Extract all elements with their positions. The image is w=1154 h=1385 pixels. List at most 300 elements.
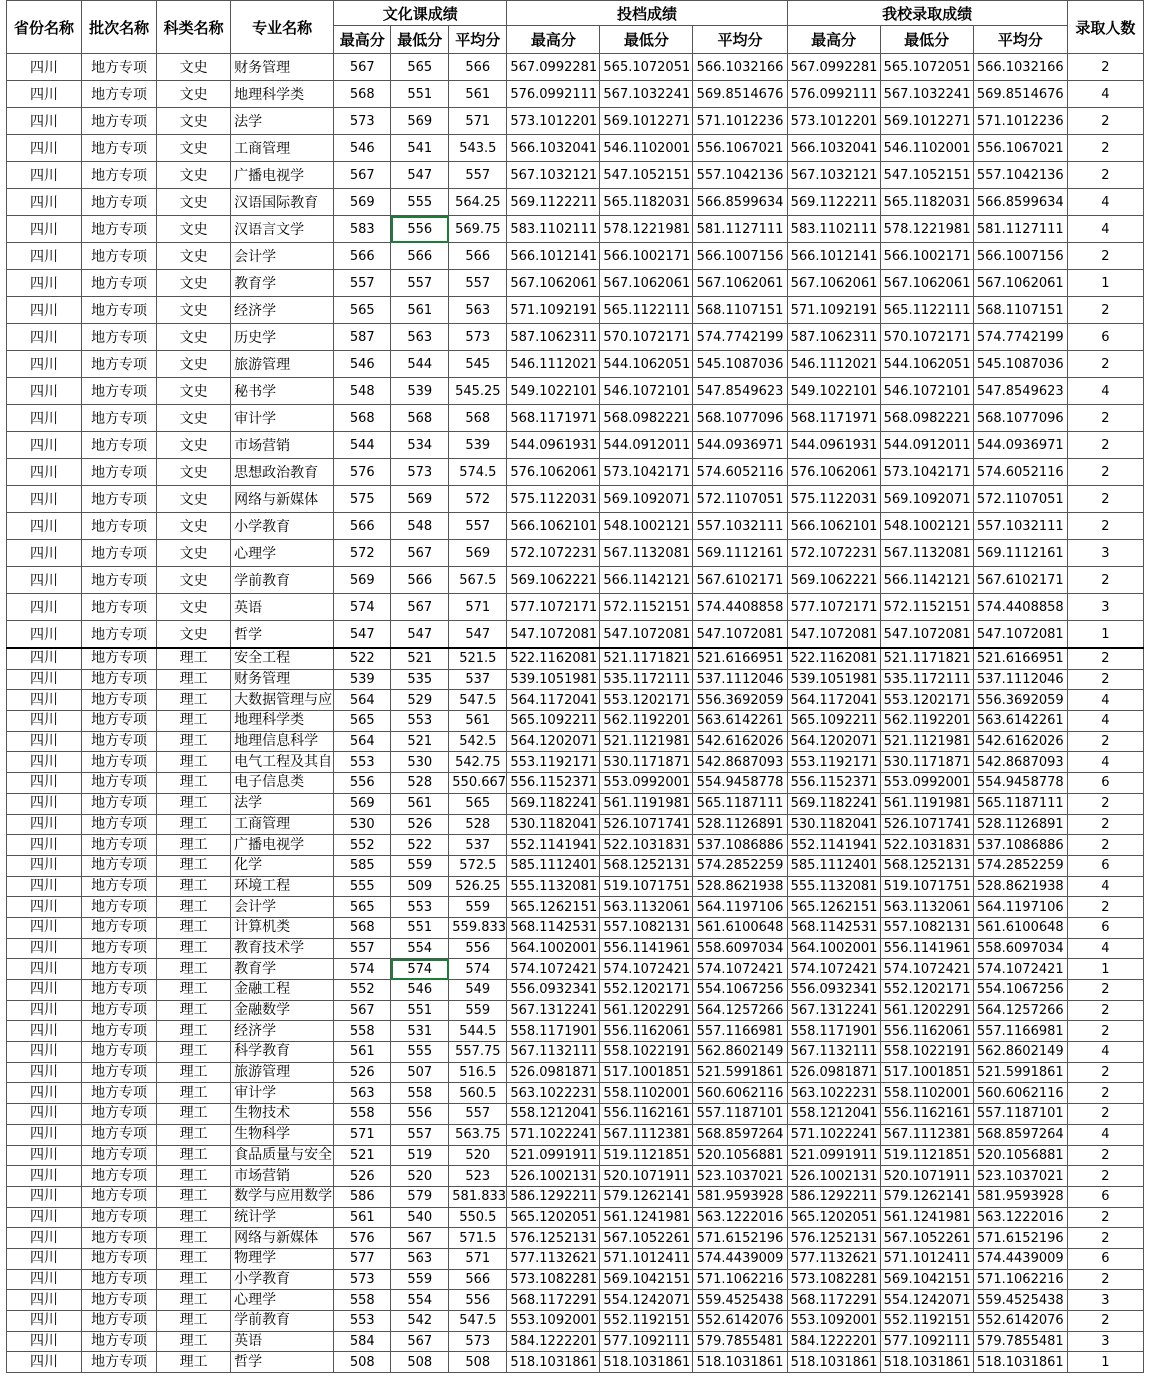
cell-submit-max[interactable]: 568.1172291 bbox=[507, 1290, 600, 1311]
cell-submit-avg[interactable]: 562.8602149 bbox=[693, 1042, 787, 1063]
cell-admit-avg[interactable]: 567.6102171 bbox=[973, 567, 1067, 594]
cell-culture-min[interactable]: 569 bbox=[391, 108, 449, 135]
cell-submit-avg[interactable]: 557.1187101 bbox=[693, 1104, 787, 1125]
cell-province[interactable]: 四川 bbox=[7, 1186, 82, 1207]
cell-province[interactable]: 四川 bbox=[7, 135, 82, 162]
cell-count[interactable]: 2 bbox=[1067, 405, 1143, 432]
cell-admit-min[interactable]: 518.1031861 bbox=[880, 1352, 973, 1373]
cell-submit-min[interactable]: 544.0912011 bbox=[600, 432, 693, 459]
cell-category[interactable]: 理工 bbox=[157, 1186, 231, 1207]
cell-submit-max[interactable]: 565.1262151 bbox=[507, 897, 600, 918]
cell-admit-avg[interactable]: 565.1187111 bbox=[973, 793, 1067, 814]
cell-major[interactable]: 思想政治教育 bbox=[231, 459, 334, 486]
cell-submit-max[interactable]: 521.0991911 bbox=[507, 1145, 600, 1166]
cell-province[interactable]: 四川 bbox=[7, 567, 82, 594]
cell-category[interactable]: 理工 bbox=[157, 917, 231, 938]
cell-admit-avg[interactable]: 554.1067256 bbox=[973, 980, 1067, 1001]
cell-admit-max[interactable]: 567.1312241 bbox=[787, 1000, 880, 1021]
cell-culture-min[interactable]: 531 bbox=[391, 1021, 449, 1042]
cell-province[interactable]: 四川 bbox=[7, 297, 82, 324]
cell-category[interactable]: 理工 bbox=[157, 855, 231, 876]
cell-admit-min[interactable]: 566.1002171 bbox=[880, 243, 973, 270]
cell-submit-min[interactable]: 565.1182031 bbox=[600, 189, 693, 216]
cell-admit-min[interactable]: 569.1092071 bbox=[880, 486, 973, 513]
cell-culture-avg[interactable]: 539 bbox=[449, 432, 507, 459]
cell-culture-avg[interactable]: 547.5 bbox=[449, 690, 507, 711]
cell-culture-avg[interactable]: 569 bbox=[449, 540, 507, 567]
cell-count[interactable]: 1 bbox=[1067, 270, 1143, 297]
cell-submit-max[interactable]: 576.1252131 bbox=[507, 1228, 600, 1249]
cell-culture-min[interactable]: 520 bbox=[391, 1166, 449, 1187]
cell-province[interactable]: 四川 bbox=[7, 486, 82, 513]
cell-submit-max[interactable]: 553.1192171 bbox=[507, 752, 600, 773]
cell-culture-min[interactable]: 508 bbox=[391, 1352, 449, 1373]
cell-culture-min[interactable]: 555 bbox=[391, 189, 449, 216]
cell-submit-max[interactable]: 526.0981871 bbox=[507, 1062, 600, 1083]
cell-batch[interactable]: 地方专项 bbox=[82, 54, 157, 81]
cell-admit-avg[interactable]: 528.1126891 bbox=[973, 814, 1067, 835]
cell-batch[interactable]: 地方专项 bbox=[82, 835, 157, 856]
cell-admit-avg[interactable]: 557.1187101 bbox=[973, 1104, 1067, 1125]
cell-culture-min[interactable]: 539 bbox=[391, 378, 449, 405]
cell-province[interactable]: 四川 bbox=[7, 270, 82, 297]
cell-culture-avg[interactable]: 550.667 bbox=[449, 773, 507, 794]
cell-major[interactable]: 审计学 bbox=[231, 1083, 334, 1104]
cell-submit-max[interactable]: 546.1112021 bbox=[507, 351, 600, 378]
cell-culture-min[interactable]: 567 bbox=[391, 1331, 449, 1352]
cell-province[interactable]: 四川 bbox=[7, 1000, 82, 1021]
cell-major[interactable]: 英语 bbox=[231, 594, 334, 621]
cell-culture-avg[interactable]: 561 bbox=[449, 81, 507, 108]
cell-submit-avg[interactable]: 574.7742199 bbox=[693, 324, 787, 351]
cell-admit-max[interactable]: 558.1171901 bbox=[787, 1021, 880, 1042]
cell-major[interactable]: 地理科学类 bbox=[231, 81, 334, 108]
cell-culture-avg[interactable]: 563 bbox=[449, 297, 507, 324]
cell-batch[interactable]: 地方专项 bbox=[82, 1248, 157, 1269]
cell-culture-max[interactable]: 583 bbox=[334, 216, 391, 243]
cell-submit-avg[interactable]: 552.6142076 bbox=[693, 1311, 787, 1332]
cell-culture-min[interactable]: 507 bbox=[391, 1062, 449, 1083]
cell-major[interactable]: 小学教育 bbox=[231, 1269, 334, 1290]
cell-submit-avg[interactable]: 566.1032166 bbox=[693, 54, 787, 81]
cell-culture-max[interactable]: 567 bbox=[334, 1000, 391, 1021]
cell-submit-min[interactable]: 558.1022191 bbox=[600, 1042, 693, 1063]
cell-submit-avg[interactable]: 581.1127111 bbox=[693, 216, 787, 243]
cell-admit-avg[interactable]: 574.7742199 bbox=[973, 324, 1067, 351]
cell-submit-avg[interactable]: 544.0936971 bbox=[693, 432, 787, 459]
cell-admit-min[interactable]: 565.1122111 bbox=[880, 297, 973, 324]
cell-batch[interactable]: 地方专项 bbox=[82, 711, 157, 732]
cell-major[interactable]: 汉语国际教育 bbox=[231, 189, 334, 216]
cell-count[interactable]: 4 bbox=[1067, 1042, 1143, 1063]
cell-category[interactable]: 文史 bbox=[157, 513, 231, 540]
cell-admit-avg[interactable]: 558.6097034 bbox=[973, 938, 1067, 959]
cell-major[interactable]: 旅游管理 bbox=[231, 351, 334, 378]
cell-count[interactable]: 4 bbox=[1067, 216, 1143, 243]
cell-culture-max[interactable]: 566 bbox=[334, 243, 391, 270]
cell-culture-min[interactable]: 567 bbox=[391, 594, 449, 621]
cell-submit-max[interactable]: 558.1212041 bbox=[507, 1104, 600, 1125]
cell-culture-max[interactable]: 564 bbox=[334, 731, 391, 752]
cell-admit-avg[interactable]: 581.9593928 bbox=[973, 1186, 1067, 1207]
cell-category[interactable]: 理工 bbox=[157, 1269, 231, 1290]
cell-batch[interactable]: 地方专项 bbox=[82, 897, 157, 918]
cell-culture-avg[interactable]: 571 bbox=[449, 594, 507, 621]
cell-province[interactable]: 四川 bbox=[7, 1207, 82, 1228]
cell-admit-avg[interactable]: 537.1112046 bbox=[973, 669, 1067, 690]
cell-culture-avg[interactable]: 550.5 bbox=[449, 1207, 507, 1228]
cell-count[interactable]: 3 bbox=[1067, 594, 1143, 621]
cell-culture-avg[interactable]: 559.833 bbox=[449, 917, 507, 938]
cell-major[interactable]: 法学 bbox=[231, 108, 334, 135]
cell-category[interactable]: 理工 bbox=[157, 1311, 231, 1332]
cell-culture-max[interactable]: 565 bbox=[334, 297, 391, 324]
cell-culture-min[interactable]: 540 bbox=[391, 1207, 449, 1228]
cell-count[interactable]: 6 bbox=[1067, 773, 1143, 794]
cell-category[interactable]: 理工 bbox=[157, 1000, 231, 1021]
cell-submit-avg[interactable]: 566.8599634 bbox=[693, 189, 787, 216]
cell-submit-max[interactable]: 577.1132621 bbox=[507, 1248, 600, 1269]
cell-admit-max[interactable]: 576.1062061 bbox=[787, 459, 880, 486]
cell-culture-avg[interactable]: 547.5 bbox=[449, 1311, 507, 1332]
cell-admit-max[interactable]: 564.1202071 bbox=[787, 731, 880, 752]
cell-submit-min[interactable]: 567.1132081 bbox=[600, 540, 693, 567]
cell-major[interactable]: 工商管理 bbox=[231, 814, 334, 835]
cell-category[interactable]: 理工 bbox=[157, 876, 231, 897]
cell-batch[interactable]: 地方专项 bbox=[82, 1145, 157, 1166]
cell-culture-avg[interactable]: 557.75 bbox=[449, 1042, 507, 1063]
cell-culture-avg[interactable]: 557 bbox=[449, 1104, 507, 1125]
cell-submit-max[interactable]: 568.1171971 bbox=[507, 405, 600, 432]
cell-submit-avg[interactable]: 521.6166951 bbox=[693, 648, 787, 669]
cell-submit-avg[interactable]: 558.6097034 bbox=[693, 938, 787, 959]
cell-culture-min[interactable]: 522 bbox=[391, 835, 449, 856]
cell-admit-min[interactable]: 569.1012271 bbox=[880, 108, 973, 135]
cell-submit-min[interactable]: 554.1242071 bbox=[600, 1290, 693, 1311]
cell-category[interactable]: 理工 bbox=[157, 1104, 231, 1125]
cell-batch[interactable]: 地方专项 bbox=[82, 1352, 157, 1373]
cell-category[interactable]: 理工 bbox=[157, 1331, 231, 1352]
cell-submit-min[interactable]: 565.1072051 bbox=[600, 54, 693, 81]
cell-admit-min[interactable]: 567.1052261 bbox=[880, 1228, 973, 1249]
cell-admit-min[interactable]: 565.1072051 bbox=[880, 54, 973, 81]
cell-culture-max[interactable]: 584 bbox=[334, 1331, 391, 1352]
cell-culture-avg[interactable]: 528 bbox=[449, 814, 507, 835]
cell-admit-max[interactable]: 573.1082281 bbox=[787, 1269, 880, 1290]
cell-culture-min[interactable]: 544 bbox=[391, 351, 449, 378]
cell-submit-max[interactable]: 576.1062061 bbox=[507, 459, 600, 486]
cell-batch[interactable]: 地方专项 bbox=[82, 690, 157, 711]
cell-category[interactable]: 文史 bbox=[157, 486, 231, 513]
cell-submit-max[interactable]: 567.1032121 bbox=[507, 162, 600, 189]
cell-province[interactable]: 四川 bbox=[7, 81, 82, 108]
cell-count[interactable]: 2 bbox=[1067, 897, 1143, 918]
cell-category[interactable]: 理工 bbox=[157, 814, 231, 835]
cell-submit-max[interactable]: 569.1122211 bbox=[507, 189, 600, 216]
cell-admit-min[interactable]: 558.1022191 bbox=[880, 1042, 973, 1063]
cell-submit-max[interactable]: 552.1141941 bbox=[507, 835, 600, 856]
cell-admit-avg[interactable]: 547.8549623 bbox=[973, 378, 1067, 405]
cell-submit-max[interactable]: 563.1022231 bbox=[507, 1083, 600, 1104]
cell-submit-avg[interactable]: 563.6142261 bbox=[693, 711, 787, 732]
cell-count[interactable]: 4 bbox=[1067, 876, 1143, 897]
cell-culture-avg[interactable]: 571 bbox=[449, 1248, 507, 1269]
cell-admit-min[interactable]: 556.1162161 bbox=[880, 1104, 973, 1125]
cell-admit-min[interactable]: 577.1092111 bbox=[880, 1331, 973, 1352]
cell-count[interactable]: 2 bbox=[1067, 513, 1143, 540]
cell-category[interactable]: 文史 bbox=[157, 351, 231, 378]
cell-submit-min[interactable]: 566.1002171 bbox=[600, 243, 693, 270]
cell-admit-max[interactable]: 549.1022101 bbox=[787, 378, 880, 405]
cell-province[interactable]: 四川 bbox=[7, 378, 82, 405]
cell-count[interactable]: 2 bbox=[1067, 669, 1143, 690]
cell-culture-min[interactable]: 509 bbox=[391, 876, 449, 897]
cell-submit-min[interactable]: 561.1241981 bbox=[600, 1207, 693, 1228]
cell-province[interactable]: 四川 bbox=[7, 917, 82, 938]
cell-major[interactable]: 网络与新媒体 bbox=[231, 1228, 334, 1249]
cell-submit-avg[interactable]: 567.6102171 bbox=[693, 567, 787, 594]
cell-major[interactable]: 食品质量与安全 bbox=[231, 1145, 334, 1166]
cell-submit-avg[interactable]: 557.1042136 bbox=[693, 162, 787, 189]
cell-culture-max[interactable]: 522 bbox=[334, 648, 391, 669]
cell-culture-avg[interactable]: 568 bbox=[449, 405, 507, 432]
cell-batch[interactable]: 地方专项 bbox=[82, 1124, 157, 1145]
cell-admit-avg[interactable]: 579.7855481 bbox=[973, 1331, 1067, 1352]
cell-admit-max[interactable]: 558.1212041 bbox=[787, 1104, 880, 1125]
cell-culture-max[interactable]: 521 bbox=[334, 1145, 391, 1166]
cell-count[interactable]: 6 bbox=[1067, 917, 1143, 938]
cell-culture-max[interactable]: 568 bbox=[334, 81, 391, 108]
cell-submit-avg[interactable]: 567.1062061 bbox=[693, 270, 787, 297]
cell-submit-min[interactable]: 553.0992001 bbox=[600, 773, 693, 794]
cell-submit-min[interactable]: 547.1072081 bbox=[600, 621, 693, 649]
cell-category[interactable]: 文史 bbox=[157, 567, 231, 594]
cell-culture-avg[interactable]: 557 bbox=[449, 162, 507, 189]
cell-count[interactable]: 2 bbox=[1067, 297, 1143, 324]
cell-batch[interactable]: 地方专项 bbox=[82, 81, 157, 108]
cell-major[interactable]: 会计学 bbox=[231, 897, 334, 918]
cell-category[interactable]: 理工 bbox=[157, 648, 231, 669]
cell-admit-min[interactable]: 519.1121851 bbox=[880, 1145, 973, 1166]
cell-submit-min[interactable]: 563.1132061 bbox=[600, 897, 693, 918]
cell-major[interactable]: 安全工程 bbox=[231, 648, 334, 669]
cell-admit-max[interactable]: 568.1172291 bbox=[787, 1290, 880, 1311]
cell-admit-min[interactable]: 546.1102001 bbox=[880, 135, 973, 162]
cell-admit-avg[interactable]: 571.1012236 bbox=[973, 108, 1067, 135]
cell-count[interactable]: 2 bbox=[1067, 1145, 1143, 1166]
cell-culture-max[interactable]: 555 bbox=[334, 876, 391, 897]
cell-submit-avg[interactable]: 556.1067021 bbox=[693, 135, 787, 162]
cell-culture-min[interactable]: 558 bbox=[391, 1083, 449, 1104]
cell-major[interactable]: 教育技术学 bbox=[231, 938, 334, 959]
cell-culture-min[interactable]: 567 bbox=[391, 1228, 449, 1249]
cell-admit-avg[interactable]: 556.3692059 bbox=[973, 690, 1067, 711]
cell-category[interactable]: 文史 bbox=[157, 135, 231, 162]
cell-count[interactable]: 4 bbox=[1067, 752, 1143, 773]
cell-submit-max[interactable]: 585.1112401 bbox=[507, 855, 600, 876]
cell-category[interactable]: 理工 bbox=[157, 731, 231, 752]
cell-submit-avg[interactable]: 528.1126891 bbox=[693, 814, 787, 835]
cell-province[interactable]: 四川 bbox=[7, 621, 82, 649]
cell-category[interactable]: 理工 bbox=[157, 1228, 231, 1249]
cell-culture-min[interactable]: 561 bbox=[391, 297, 449, 324]
cell-admit-min[interactable]: 521.1171821 bbox=[880, 648, 973, 669]
cell-major[interactable]: 财务管理 bbox=[231, 54, 334, 81]
cell-category[interactable]: 文史 bbox=[157, 243, 231, 270]
cell-province[interactable]: 四川 bbox=[7, 1290, 82, 1311]
cell-admit-min[interactable]: 544.1062051 bbox=[880, 351, 973, 378]
cell-admit-avg[interactable]: 542.8687093 bbox=[973, 752, 1067, 773]
cell-major[interactable]: 财务管理 bbox=[231, 669, 334, 690]
cell-culture-max[interactable]: 526 bbox=[334, 1166, 391, 1187]
cell-major[interactable]: 秘书学 bbox=[231, 378, 334, 405]
cell-submit-max[interactable]: 522.1162081 bbox=[507, 648, 600, 669]
cell-major[interactable]: 生物技术 bbox=[231, 1104, 334, 1125]
cell-submit-min[interactable]: 521.1121981 bbox=[600, 731, 693, 752]
cell-submit-min[interactable]: 567.1062061 bbox=[600, 270, 693, 297]
cell-major[interactable]: 心理学 bbox=[231, 1290, 334, 1311]
cell-submit-avg[interactable]: 581.9593928 bbox=[693, 1186, 787, 1207]
cell-submit-max[interactable]: 569.1062221 bbox=[507, 567, 600, 594]
cell-culture-avg[interactable]: 565 bbox=[449, 793, 507, 814]
cell-province[interactable]: 四川 bbox=[7, 669, 82, 690]
cell-admit-avg[interactable]: 566.1007156 bbox=[973, 243, 1067, 270]
cell-culture-max[interactable]: 568 bbox=[334, 405, 391, 432]
cell-batch[interactable]: 地方专项 bbox=[82, 270, 157, 297]
cell-batch[interactable]: 地方专项 bbox=[82, 216, 157, 243]
cell-count[interactable]: 2 bbox=[1067, 1311, 1143, 1332]
cell-category[interactable]: 文史 bbox=[157, 216, 231, 243]
cell-submit-max[interactable]: 567.1132111 bbox=[507, 1042, 600, 1063]
cell-admit-avg[interactable]: 566.8599634 bbox=[973, 189, 1067, 216]
cell-province[interactable]: 四川 bbox=[7, 690, 82, 711]
cell-admit-max[interactable]: 569.1182241 bbox=[787, 793, 880, 814]
cell-submit-max[interactable]: 518.1031861 bbox=[507, 1352, 600, 1373]
cell-culture-min[interactable]: 521 bbox=[391, 648, 449, 669]
cell-province[interactable]: 四川 bbox=[7, 1042, 82, 1063]
cell-culture-avg[interactable]: 557 bbox=[449, 270, 507, 297]
cell-culture-avg[interactable]: 549 bbox=[449, 980, 507, 1001]
cell-culture-max[interactable]: 539 bbox=[334, 669, 391, 690]
cell-batch[interactable]: 地方专项 bbox=[82, 752, 157, 773]
cell-admit-min[interactable]: 556.1162061 bbox=[880, 1021, 973, 1042]
cell-count[interactable]: 4 bbox=[1067, 81, 1143, 108]
cell-submit-min[interactable]: 544.1062051 bbox=[600, 351, 693, 378]
cell-submit-min[interactable]: 520.1071911 bbox=[600, 1166, 693, 1187]
cell-province[interactable]: 四川 bbox=[7, 1352, 82, 1373]
cell-culture-max[interactable]: 508 bbox=[334, 1352, 391, 1373]
cell-culture-min[interactable]: 559 bbox=[391, 855, 449, 876]
cell-admit-max[interactable]: 530.1182041 bbox=[787, 814, 880, 835]
cell-admit-max[interactable]: 576.1252131 bbox=[787, 1228, 880, 1249]
cell-submit-avg[interactable]: 520.1056881 bbox=[693, 1145, 787, 1166]
cell-culture-min[interactable]: 573 bbox=[391, 459, 449, 486]
cell-province[interactable]: 四川 bbox=[7, 711, 82, 732]
cell-category[interactable]: 文史 bbox=[157, 432, 231, 459]
cell-admit-avg[interactable]: 542.6162026 bbox=[973, 731, 1067, 752]
cell-admit-avg[interactable]: 559.4525438 bbox=[973, 1290, 1067, 1311]
cell-submit-min[interactable]: 519.1071751 bbox=[600, 876, 693, 897]
cell-category[interactable]: 理工 bbox=[157, 1124, 231, 1145]
cell-admit-max[interactable]: 565.1262151 bbox=[787, 897, 880, 918]
cell-major[interactable]: 小学教育 bbox=[231, 513, 334, 540]
cell-culture-min[interactable]: 547 bbox=[391, 162, 449, 189]
cell-culture-min[interactable]: 547 bbox=[391, 621, 449, 649]
cell-admit-max[interactable]: 526.0981871 bbox=[787, 1062, 880, 1083]
cell-culture-max[interactable]: 556 bbox=[334, 773, 391, 794]
cell-culture-max[interactable]: 565 bbox=[334, 711, 391, 732]
cell-batch[interactable]: 地方专项 bbox=[82, 567, 157, 594]
cell-culture-max[interactable]: 575 bbox=[334, 486, 391, 513]
cell-admit-max[interactable]: 583.1102111 bbox=[787, 216, 880, 243]
cell-admit-avg[interactable]: 561.6100648 bbox=[973, 917, 1067, 938]
cell-admit-avg[interactable]: 568.8597264 bbox=[973, 1124, 1067, 1145]
cell-major[interactable]: 市场营销 bbox=[231, 432, 334, 459]
cell-province[interactable]: 四川 bbox=[7, 1021, 82, 1042]
cell-submit-max[interactable]: 587.1062311 bbox=[507, 324, 600, 351]
cell-admit-min[interactable]: 557.1082131 bbox=[880, 917, 973, 938]
cell-province[interactable]: 四川 bbox=[7, 216, 82, 243]
cell-province[interactable]: 四川 bbox=[7, 1083, 82, 1104]
cell-major[interactable]: 地理信息科学 bbox=[231, 731, 334, 752]
cell-category[interactable]: 文史 bbox=[157, 108, 231, 135]
cell-major[interactable]: 数学与应用数学 bbox=[231, 1186, 334, 1207]
cell-admit-avg[interactable]: 560.6062116 bbox=[973, 1083, 1067, 1104]
cell-count[interactable]: 2 bbox=[1067, 1062, 1143, 1083]
cell-admit-min[interactable]: 570.1072171 bbox=[880, 324, 973, 351]
cell-admit-min[interactable]: 561.1241981 bbox=[880, 1207, 973, 1228]
cell-batch[interactable]: 地方专项 bbox=[82, 1207, 157, 1228]
cell-culture-min[interactable]: 528 bbox=[391, 773, 449, 794]
cell-submit-min[interactable]: 535.1172111 bbox=[600, 669, 693, 690]
cell-submit-avg[interactable]: 564.1257266 bbox=[693, 1000, 787, 1021]
cell-major[interactable]: 教育学 bbox=[231, 270, 334, 297]
cell-admit-max[interactable]: 577.1072171 bbox=[787, 594, 880, 621]
cell-admit-avg[interactable]: 574.6052116 bbox=[973, 459, 1067, 486]
cell-major[interactable]: 电子信息类 bbox=[231, 773, 334, 794]
cell-count[interactable]: 2 bbox=[1067, 54, 1143, 81]
cell-submit-min[interactable]: 565.1122111 bbox=[600, 297, 693, 324]
cell-admit-min[interactable]: 568.1252131 bbox=[880, 855, 973, 876]
cell-major[interactable]: 经济学 bbox=[231, 297, 334, 324]
cell-submit-max[interactable]: 567.0992281 bbox=[507, 54, 600, 81]
cell-admit-max[interactable]: 571.1092191 bbox=[787, 297, 880, 324]
cell-culture-max[interactable]: 576 bbox=[334, 459, 391, 486]
cell-culture-min[interactable]: 559 bbox=[391, 1269, 449, 1290]
cell-culture-min[interactable]: 554 bbox=[391, 938, 449, 959]
cell-admit-min[interactable]: 553.1202171 bbox=[880, 690, 973, 711]
cell-culture-avg[interactable]: 571.5 bbox=[449, 1228, 507, 1249]
cell-submit-min[interactable]: 574.1072421 bbox=[600, 959, 693, 980]
cell-count[interactable]: 1 bbox=[1067, 959, 1143, 980]
cell-admit-max[interactable]: 566.1062101 bbox=[787, 513, 880, 540]
cell-major[interactable]: 化学 bbox=[231, 855, 334, 876]
cell-culture-max[interactable]: 557 bbox=[334, 938, 391, 959]
cell-admit-max[interactable]: 546.1112021 bbox=[787, 351, 880, 378]
cell-submit-max[interactable]: 555.1132081 bbox=[507, 876, 600, 897]
cell-culture-avg[interactable]: 526.25 bbox=[449, 876, 507, 897]
cell-province[interactable]: 四川 bbox=[7, 1311, 82, 1332]
cell-major[interactable]: 物理学 bbox=[231, 1248, 334, 1269]
cell-culture-max[interactable]: 567 bbox=[334, 162, 391, 189]
cell-admit-max[interactable]: 564.1002001 bbox=[787, 938, 880, 959]
cell-batch[interactable]: 地方专项 bbox=[82, 1228, 157, 1249]
cell-submit-max[interactable]: 547.1072081 bbox=[507, 621, 600, 649]
cell-admit-max[interactable]: 567.0992281 bbox=[787, 54, 880, 81]
cell-admit-min[interactable]: 561.1202291 bbox=[880, 1000, 973, 1021]
cell-submit-max[interactable]: 584.1222201 bbox=[507, 1331, 600, 1352]
cell-count[interactable]: 1 bbox=[1067, 1352, 1143, 1373]
